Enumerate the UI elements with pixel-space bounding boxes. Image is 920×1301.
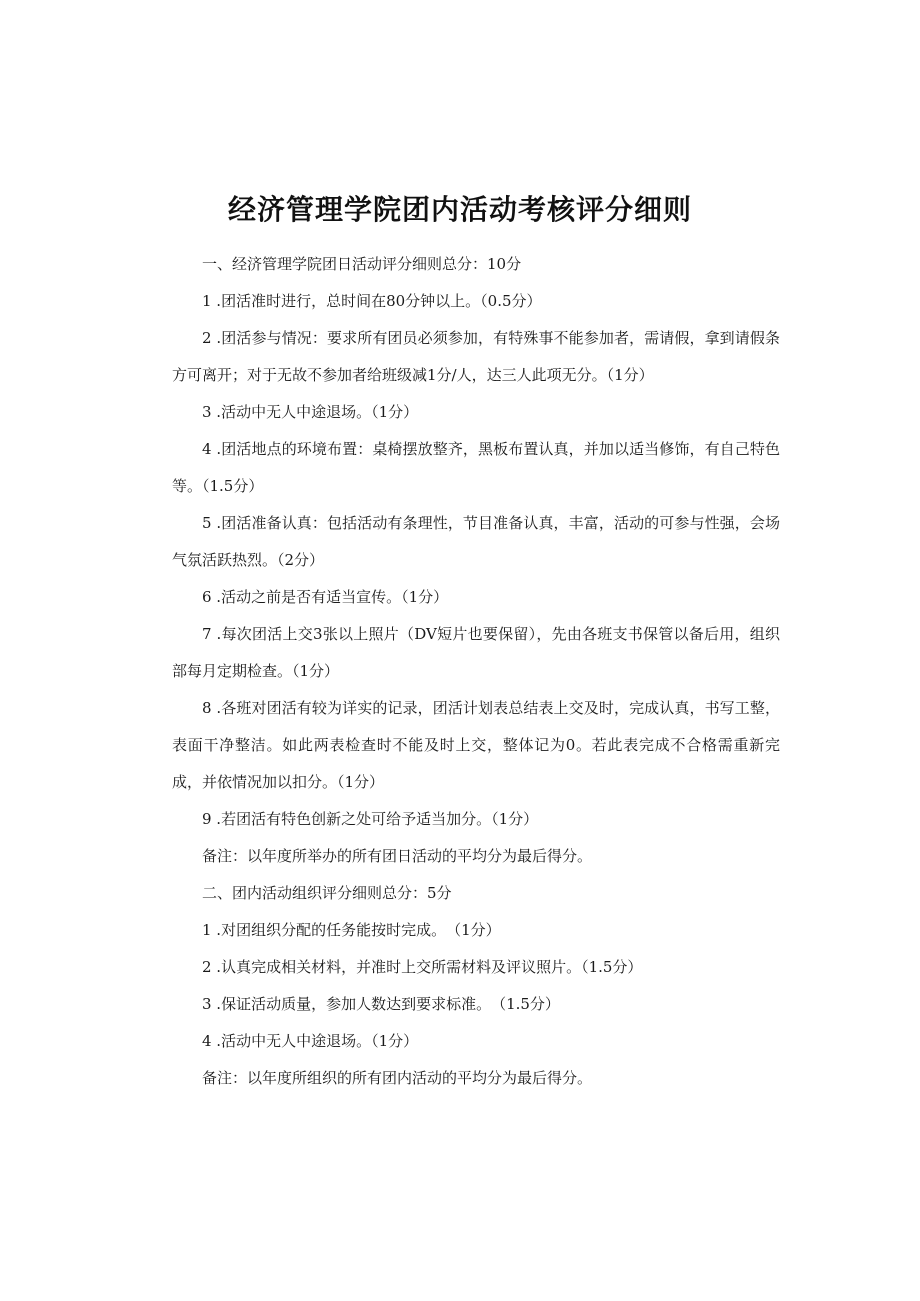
section1-item-2: 2 .团活参与情况：要求所有团员必须参加，有特殊事不能参加者，需请假，拿到请假条方可离开；对于无故不参加者给班级减1分/人，达三人此项无分。（1分） [172,329,780,384]
section2-note: 备注：以年度所组织的所有团内活动的平均分为最后得分。 [202,1069,593,1087]
section1-item-6: 6 .活动之前是否有适当宣传。（1分） [202,588,449,606]
section1-heading: 一、经济管理学院团日活动评分细则总分：10分 [202,255,522,273]
section1-item-4: 4 .团活地点的环境布置：桌椅摆放整齐，黑板布置认真，并加以适当修饰，有自己特色等。（1.5分） [172,440,780,495]
section2-item-4: 4 .活动中无人中途退场。（1分） [202,1032,419,1050]
section2-item-3: 3 .保证活动质量，参加人数达到要求标准。 （1.5分） [202,995,560,1013]
section1-item-8: 8 .各班对团活有较为详实的记录，团活计划表总结表上交及时，完成认真，书写工整，表面干净整洁。如此两表检查时不能及时上交，整体记为0。若此表完成不合格需重新完成，并依情况加以扣分。（1分） [172,699,780,791]
section1-item-5: 5 .团活准备认真：包括活动有条理性，节目准备认真，丰富，活动的可参与性强，会场气氛活跃热烈。（2分） [172,514,780,569]
section1-note: 备注：以年度所举办的所有团日活动的平均分为最后得分。 [202,847,593,865]
section2-item-1: 1 .对团组织分配的任务能按时完成。 （1分） [202,921,501,939]
section1-item-1: 1 .团活准时进行，总时间在80分钟以上。（0.5分） [202,292,542,310]
document-body [172,246,780,1097]
section1-item-3: 3 .活动中无人中途退场。（1分） [202,403,419,421]
section2-item-2: 2 .认真完成相关材料，并准时上交所需材料及评议照片。（1.5分） [202,958,643,976]
section1-item-9: 9 .若团活有特色创新之处可给予适当加分。（1分） [202,810,539,828]
section2-heading: 二、团内活动组织评分细则总分：5分 [202,884,452,902]
section1-item-7: 7 .每次团活上交3张以上照片（DV短片也要保留），先由各班支书保管以备后用，组织部每月定期检查。（1分） [172,625,780,680]
page-title: 经济管理学院团内活动考核评分细则 [227,193,692,226]
